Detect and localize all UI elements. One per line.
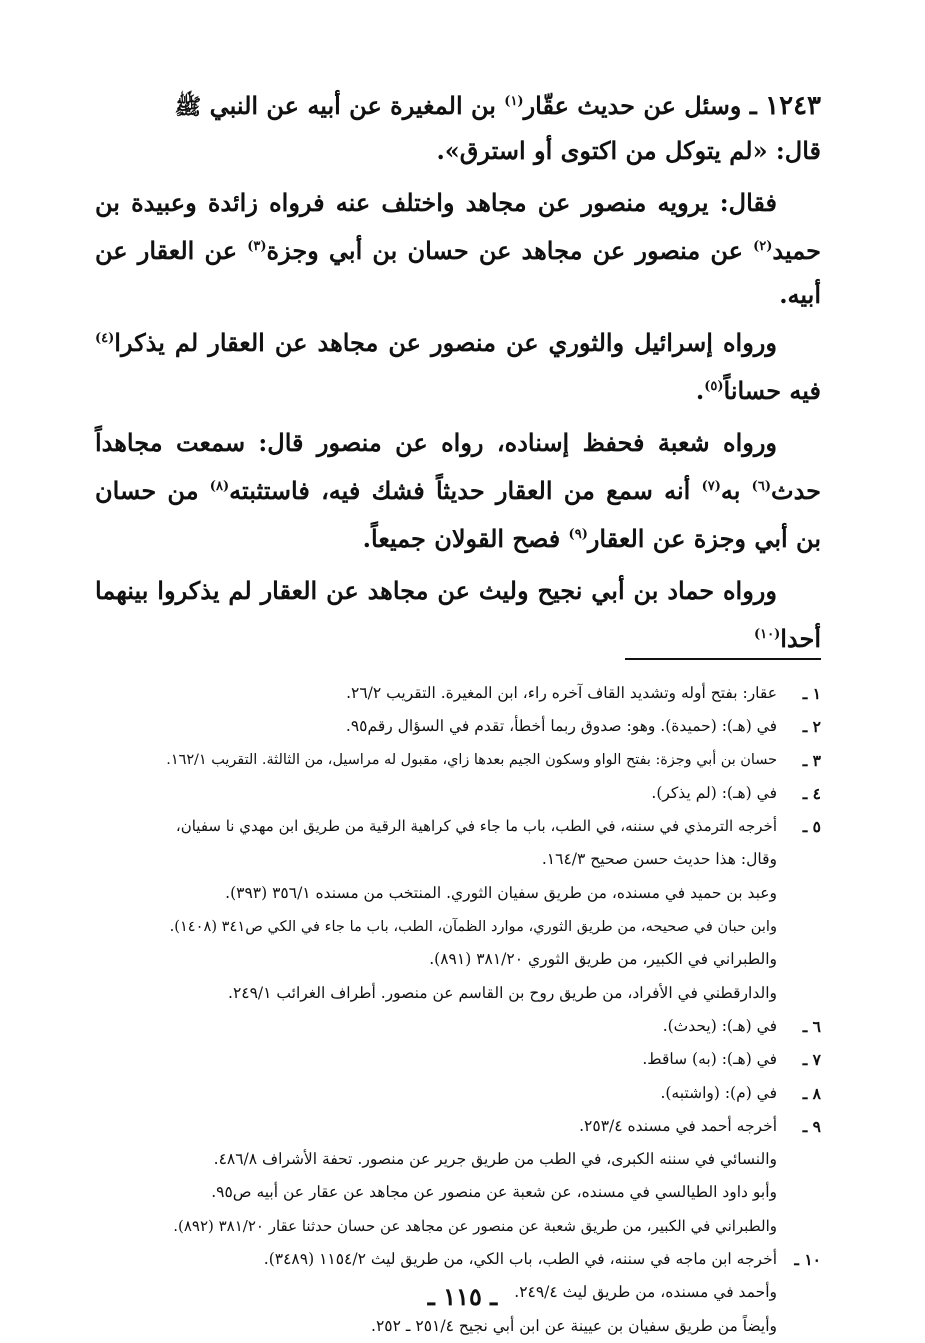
footnote-9: ٩ ـ أخرجه أحمد في مسنده ٢٥٣/٤. والنسائي في سننه الكبرى، في الطب من طريق جرير عن منصور. تحفة الأشراف ٤٨٦/٨. وأبو داود الطيالسي في مسنده، عن شعبة عن منصور عن مجاهد عن عقار عن أبيه ص٩٥. والطبراني في الكبير، من طريق شعبة عن منصور عن مجاهد عن حسان حدثنا عقار ٣٨١/٢٠ (٨٩٢). — [173, 1116, 821, 1235]
footnotes — [95, 677, 821, 1343]
footnote-ref: (٢) — [753, 239, 773, 254]
footnote-10: ١٠ ـ أخرجه ابن ماجه في سننه، في الطب، باب الكي، من طريق ليث ١١٥٤/٢ (٣٤٨٩). وأحمد في مسنده، من طريق ليث ٢٤٩/٤. وأيضاً من طريق سفيان بن عيينة عن ابن أبي نجيح ٢٥١/٤ ـ ٢٥٢. — [263, 1250, 821, 1335]
footnote-6: ٦ ـ في (هـ): (يحدث). — [662, 1016, 821, 1036]
hadith-text: قال: «لم يتوكل من اكتوى أو استرق». — [436, 136, 821, 165]
paragraph-shuba: ورواه شعبة فحفظ إسناده، رواه عن منصور قال: سمعت مجاهداً حدث$^{(٦)}$ به$^{(٧)}$ أنه سمع من العقار حديثاً فشك فيه، فاستثبته$^{(٨)}$ من حسان بن أبي وجزة عن العقار$^{(٩)}$ فصح القولان جميعاً. — [95, 428, 821, 553]
entry-heading: ١٢٤٣ ـ وسئل عن حديث عقّار$^{(١)}$ بن المغيرة عن أبيه عن النبي ﷺ — [174, 91, 821, 121]
footnote-ref: (١٠) — [753, 627, 781, 642]
footnote-5: ٥ ـ أخرجه الترمذي في سننه، في الطب، باب ما جاء في كراهية الرقية من طريق ابن مهدي نا سفيان، وقال: هذا حديث حسن صحيح ١٦٤/٣. وعبد بن حميد في مسنده، من طريق سفيان الثوري. المنتخب من مسنده ٣٥٦/١ (٣٩٣). وابن حبان في صحيحه، من طريق الثوري، موارد الظمآن، الطب، باب ما جاء في الكي ص٣٤١ (١٤٠٨). والطبراني في الكبير، من طريق الثوري ٣٨١/٢٠ (٨٩١). والدارقطني في الأفراد، من طريق روح بن القاسم عن منصور. أطراف الغرائب ٢٤٩/١. — [169, 817, 821, 1002]
footnote-2: ٢ ـ في (هـ): (حميدة). وهو: صدوق ربما أخطأ، تقدم في السؤال رقم٩٥. — [345, 717, 821, 737]
footnote-7: ٧ ـ في (هـ): (به) ساقط. — [642, 1050, 821, 1070]
footnote-4: ٤ ـ في (هـ): (لم يذكر). — [651, 783, 821, 803]
footnote-1: ١ ـ عقار: بفتح أوله وتشديد القاف آخره راء، ابن المغيرة. التقريب ٢٦/٢. — [346, 684, 821, 703]
entry-number: ١٢٤٣ — [765, 91, 821, 121]
footnote-ref: (٣) — [247, 239, 267, 254]
footnote-8: ٨ ـ في (م): (واشتبه). — [660, 1083, 821, 1103]
paragraph-israil: ورواه إسرائيل والثوري عن منصور عن مجاهد عن العقار لم يذكرا$^{(٤)}$ فيه حساناً$^{(٥)}$. — [95, 328, 821, 405]
footnote-ref: (٤) — [95, 331, 115, 346]
footnote-ref: (٦) — [751, 479, 771, 494]
footnote-ref: (٩) — [568, 527, 588, 542]
footnote-ref: (٧) — [701, 479, 721, 494]
footnote-ref: (٥) — [704, 379, 724, 394]
paragraph-answer: فقال: يرويه منصور عن مجاهد واختلف عنه فرواه زائدة وعبيدة بن حميد$^{(٢)}$ عن منصور عن مجاهد عن حسان بن أبي وجزة$^{(٣)}$ عن العقار عن أبيه. — [95, 188, 821, 309]
paragraph-hammad: ورواه حماد بن أبي نجيح وليث عن مجاهد عن العقار لم يذكروا بينهما أحدا$^{(١٠)}$ — [95, 576, 821, 653]
footnote-ref: (٨) — [209, 479, 230, 494]
salutation-glyph: ﷺ — [174, 94, 202, 120]
footnote-3: ٣ ـ حسان بن أبي وجزة: بفتح الواو وسكون الجيم بعدها زاي، مقبول له مراسيل، من الثالثة. التقريب ١٦٢/١. — [166, 750, 821, 770]
footnote-divider — [625, 658, 821, 660]
footnote-ref: (١) — [504, 94, 524, 109]
main-text — [95, 80, 821, 661]
page-number: ـ ١١٥ ـ — [427, 1282, 498, 1311]
